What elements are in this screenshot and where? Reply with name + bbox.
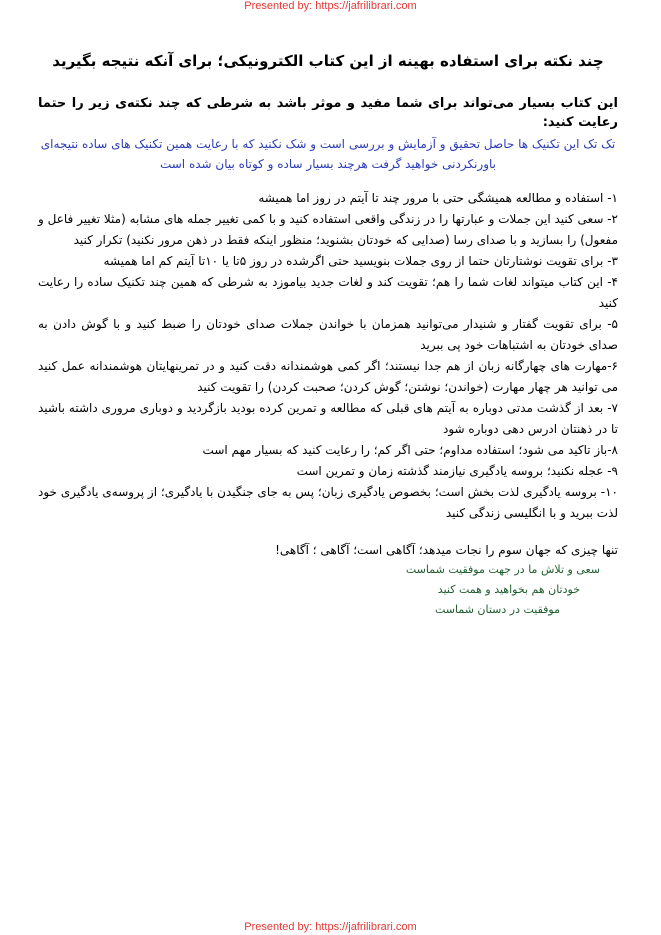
- document-page: [38, 50, 618, 620]
- closing-line: موفقیت در دستان شماست: [434, 603, 560, 616]
- closing-line: خودتان هم بخواهید و همت کنید: [437, 583, 580, 596]
- highlight-paragraph: تک تک این تکنیک ها حاصل تحقیق و آزمایش و بررسی است و شک نکنید که با رعایت همین تکنیک های ساده نتیجه‌ای باورنکردنی خواهید گرفت هرچند بسیار ساده و کوتاه بیان شده است: [40, 137, 616, 171]
- list-item: ۴- این کتاب میتواند لغات شما را هم؛ تقویت کند و لغات جدید بیاموزد به شرطی که همین چند تکنیک ساده را رعایت کنید: [38, 275, 618, 310]
- intro-paragraph: این کتاب بسیار می‌تواند برای شما مفید و موثر باشد به شرطی که چند نکته‌ی زیر را حتما رعایت کنید:: [38, 96, 618, 130]
- presented-by-footer[interactable]: Presented by: https://jafrilibrari.com: [244, 921, 417, 933]
- tips-list: [38, 188, 618, 524]
- list-item: ۹- عجله نکنید؛ بروسه یادگیری نیازمند گذشته زمان و تمرین است: [296, 464, 618, 478]
- closing-block: [163, 540, 618, 620]
- page-title: چند نکته برای استفاده بهینه از این کتاب الکترونیکی؛ برای آنکه نتیجه بگیرید: [52, 52, 604, 70]
- list-item: ۶-مهارت های چهارگانه زبان از هم جدا نیستند؛ اگر کمی هوشمندانه دقت کنید و در تمرینهایتان هوشمندانه عمل کنید می توانید هر چهار مهارت (خواندن؛ نوشتن؛ گوش کردن؛ صحبت کردن) را تقویت کنید: [38, 359, 618, 394]
- list-item: ۱- استفاده و مطالعه همیشگی حتی با مرور چند تا آیتم در روز اما همیشه: [258, 191, 618, 205]
- list-item: ۲- سعی کنید این جملات و عبارتها را در زندگی واقعی استفاده کنید و با کمی تغییر جمله های مشابه (مثلا تغییر فاعل و مفعول) را بسازید و با صدای رسا (صدایی که خودتان بشنوید؛ منظور اینکه فقط در ذهن مرور نکنید) تکرار کنید: [38, 212, 618, 247]
- list-item: ۸-باز تاکید می شود؛ استفاده مداوم؛ حتی اگر کم؛ را رعایت کنید که بسیار مهم است: [202, 443, 618, 457]
- list-item: ۳- برای تقویت نوشتارتان حتما از روی جملات بنویسید حتی اگرشده در روز ۵تا یا ۱۰تا آیتم کم اما همیشه: [103, 254, 618, 268]
- list-item: ۱۰- بروسه یادگیری لذت بخش است؛ بخصوص یادگیری زبان؛ پس به جای جنگیدن با یادگیری؛ از پروسه‌ی یادگیری خود لذت ببرید و با انگلیسی زندگی کنید: [38, 485, 618, 520]
- closing-line: سعی و تلاش ما در جهت موفقیت شماست: [405, 563, 600, 576]
- closing-statement: تنها چیزی که جهان سوم را نجات میدهد؛ آگاهی است؛ آگاهی ؛ آگاهی!: [275, 543, 618, 557]
- list-item: ۷- بعد از گذشت مدتی دوباره به آیتم های قبلی که مطالعه و تمرین کرده بودید بازگردید و دوباری مروری داشته باشید تا در ذهنتان ادرس دهی دوباره شود: [38, 401, 618, 436]
- list-item: ۵- برای تقویت گفتار و شنیدار می‌توانید همزمان با خواندن جملات صدای خودتان را ضبط کنید و با گوش دادن به صدای خودتان به اشتباهات خود پی ببرید: [38, 317, 618, 352]
- presented-by-header[interactable]: Presented by: https://jafrilibrari.com: [244, 0, 417, 12]
